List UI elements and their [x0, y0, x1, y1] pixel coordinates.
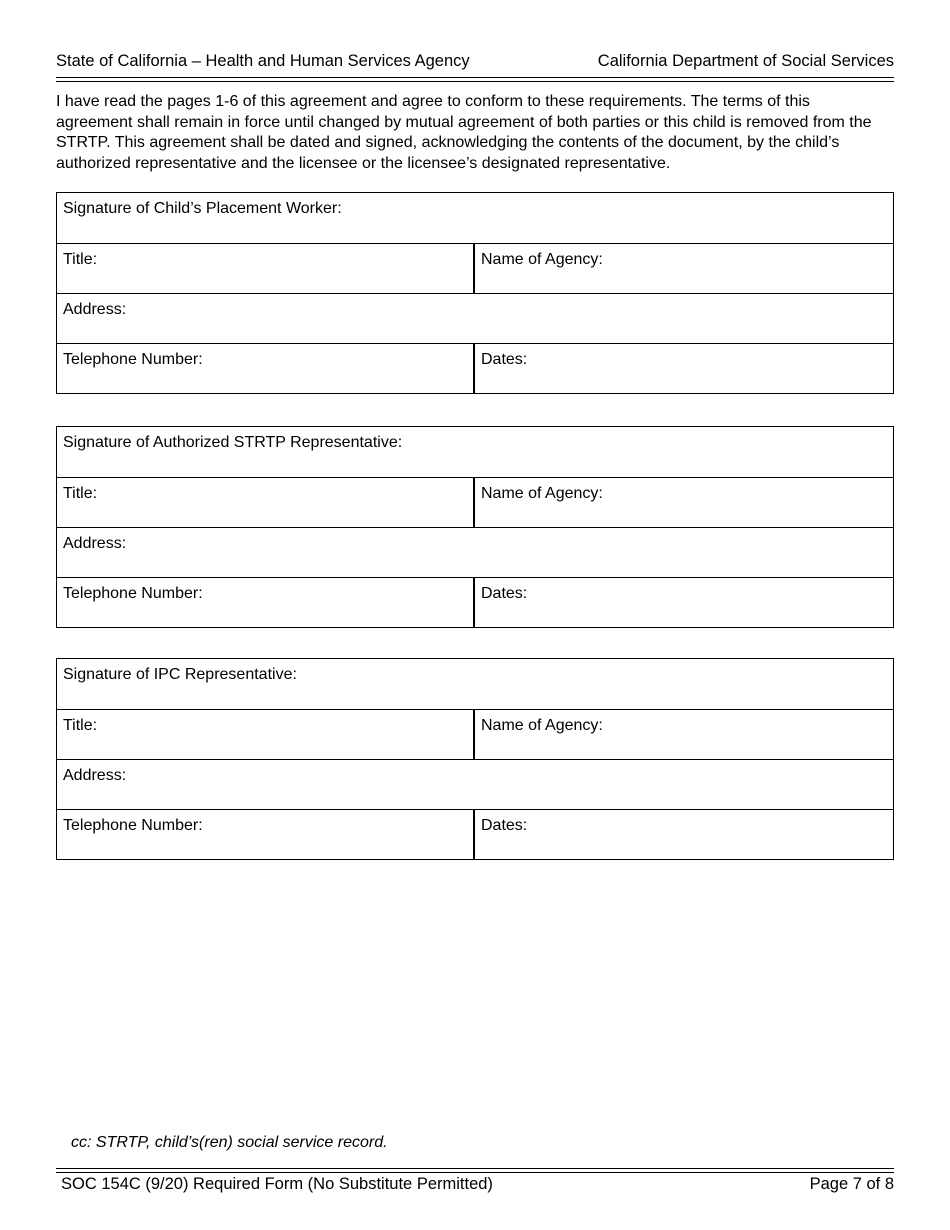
signature-field[interactable]: [57, 193, 893, 243]
address-field[interactable]: [57, 528, 893, 577]
title-label: Title:: [63, 485, 98, 502]
signature-field[interactable]: [57, 659, 893, 709]
phone-label: Telephone Number:: [63, 817, 203, 834]
phone-dates-row: [57, 343, 893, 393]
dates-field[interactable]: [475, 344, 893, 393]
signature-field[interactable]: [57, 427, 893, 477]
title-agency-row: [57, 243, 893, 293]
address-row: [57, 759, 893, 809]
phone-field[interactable]: [57, 578, 475, 627]
address-label: Address:: [63, 535, 127, 552]
title-label: Title:: [63, 717, 98, 734]
title-field[interactable]: [57, 710, 475, 759]
header-divider: [56, 77, 894, 82]
page-header: [56, 52, 894, 74]
header-agency: State of California – Health and Human Services Agency: [56, 52, 470, 70]
agency-label: Name of Agency:: [481, 485, 603, 502]
agreement-text: I have read the pages 1-6 of this agreement and agree to conform to these requirements. The terms of this agreement shall remain in force until changed by mutual agreement of both parties or this child is removed from the STRTP. This agreement shall be dated and signed, acknowledging the contents of the document, by the child’s authorized representative and the licensee or the licensee’s designated representative.: [56, 93, 872, 172]
address-row: [57, 293, 893, 343]
agency-label: Name of Agency:: [481, 717, 603, 734]
address-field[interactable]: [57, 760, 893, 809]
phone-label: Telephone Number:: [63, 585, 203, 602]
address-row: [57, 527, 893, 577]
signature-row: [57, 427, 893, 477]
agency-field[interactable]: [475, 478, 893, 527]
footer-divider: [56, 1168, 894, 1173]
phone-field[interactable]: [57, 810, 475, 859]
title-agency-row: [57, 477, 893, 527]
dates-label: Dates:: [481, 817, 528, 834]
phone-dates-row: [57, 577, 893, 627]
signature-label: Signature of IPC Representative:: [63, 666, 297, 683]
page-number: Page 7 of 8: [809, 1175, 894, 1193]
address-label: Address:: [63, 301, 127, 318]
signature-row: [57, 659, 893, 709]
agency-field[interactable]: [475, 244, 893, 293]
agency-field[interactable]: [475, 710, 893, 759]
phone-field[interactable]: [57, 344, 475, 393]
dates-field[interactable]: [475, 810, 893, 859]
phone-label: Telephone Number:: [63, 351, 203, 368]
phone-dates-row: [57, 809, 893, 859]
form-id: SOC 154C (9/20) Required Form (No Substitute Permitted): [61, 1175, 493, 1193]
title-field[interactable]: [57, 244, 475, 293]
signature-row: [57, 193, 893, 243]
title-agency-row: [57, 709, 893, 759]
address-field[interactable]: [57, 294, 893, 343]
dates-label: Dates:: [481, 585, 528, 602]
header-department: California Department of Social Services: [597, 52, 894, 70]
dates-field[interactable]: [475, 578, 893, 627]
ipc-representative-signature-block: [56, 658, 894, 860]
signature-label: Signature of Child’s Placement Worker:: [63, 200, 342, 217]
agency-label: Name of Agency:: [481, 251, 603, 268]
dates-label: Dates:: [481, 351, 528, 368]
placement-worker-signature-block: [56, 192, 894, 394]
cc-note: cc: STRTP, child’s(ren) social service record.: [71, 1134, 388, 1151]
title-field[interactable]: [57, 478, 475, 527]
strtp-representative-signature-block: [56, 426, 894, 628]
signature-label: Signature of Authorized STRTP Representative:: [63, 434, 403, 451]
title-label: Title:: [63, 251, 98, 268]
address-label: Address:: [63, 767, 127, 784]
